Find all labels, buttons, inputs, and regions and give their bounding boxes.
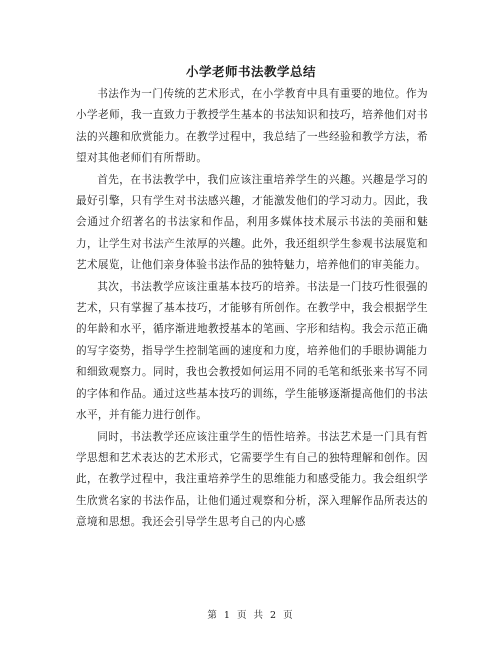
paragraph-intro: 书法作为一门传统的艺术形式，在小学教育中具有重要的地位。作为小学老师，我一直致力于教授学生基本的书法知识和技巧，培养他们对书法的兴趣和欣赏能力。在教学过程中，我总结了一些经验和教学方法，希望对其他老师们有所帮助。	[76, 88, 428, 165]
document-body	[76, 84, 428, 534]
paragraph-technique: 其次，书法教学应该注重基本技巧的培养。书法是一门技巧性很强的艺术，只有掌握了基本技巧，才能够有所创作。在教学中，我会根据学生的年龄和水平，循序渐进地教授基本的笔画、字形和结构。我会示范正确的写字姿势，指导学生控制笔画的速度和力度，培养他们的手眼协调能力和细致观察力。同时，我也会教授如何运用不同的毛笔和纸张来书写不同的字体和作品。通过这些基本技巧的训练，学生能够逐渐提高他们的书法水平，并有能力进行创作。	[76, 280, 428, 422]
paragraph-interest: 首先，在书法教学中，我们应该注重培养学生的兴趣。兴趣是学习的最好引擎，只有学生对书法感兴趣，才能激发他们的学习动力。因此，我会通过介绍著名的书法家和作品，利用多媒体技术展示书法的美丽和魅力，让学生对书法产生浓厚的兴趣。此外，我还组织学生参观书法展览和艺术展览，让他们亲身体验书法作品的独特魅力，培养他们的审美能力。	[76, 173, 428, 272]
paragraph-insight: 同时，书法教学还应该注重学生的悟性培养。书法艺术是一门具有哲学思想和艺术表达的艺术形式，它需要学生有自己的独特理解和创作。因此，在教学过程中，我注重培养学生的思维能力和感受能力。我会组织学生欣赏名家的书法作品，让他们通过观察和分析，深入理解作品所表达的意境和思想。我还会引导学生思考自己的内心感	[76, 430, 428, 529]
document-title: 小学老师书法教学总结	[185, 64, 316, 79]
page-footer: 第 1 页 共 2 页	[207, 610, 295, 621]
